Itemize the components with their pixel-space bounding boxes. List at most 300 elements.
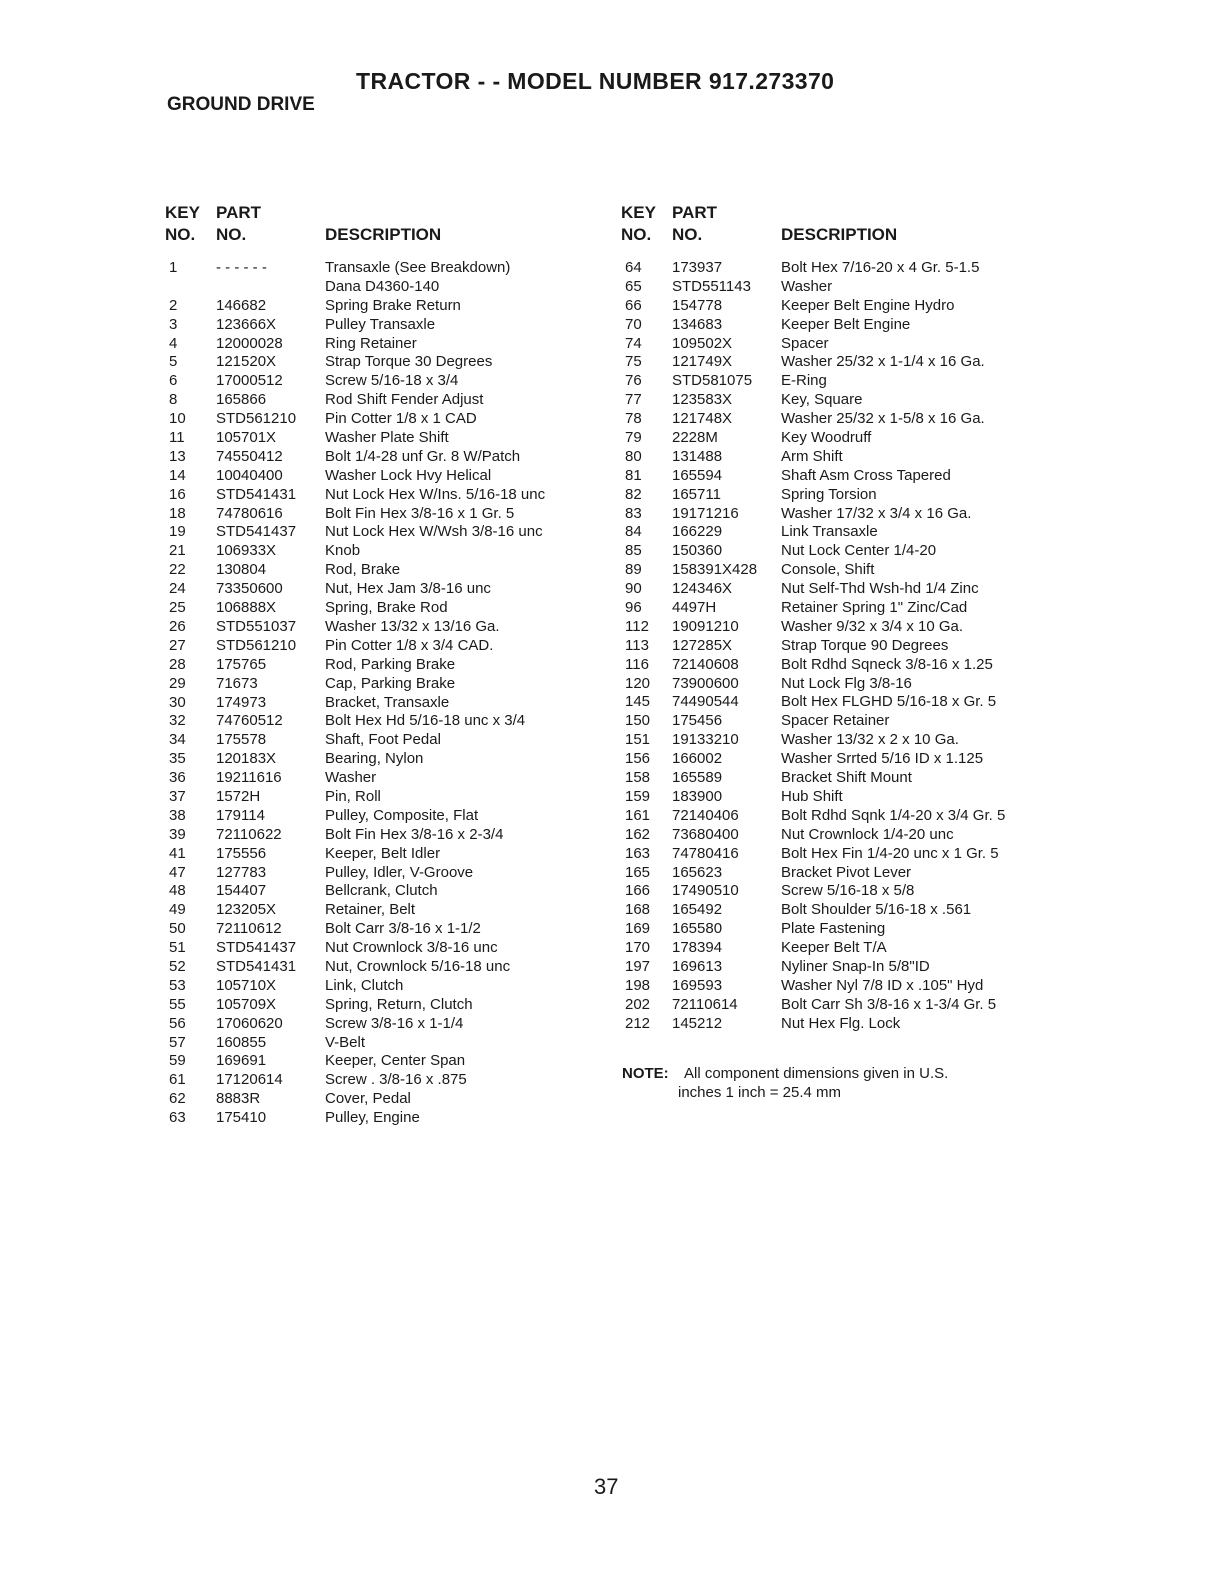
key-number: 61 — [169, 1071, 186, 1089]
part-description — [781, 807, 1005, 826]
key-number: 38 — [169, 806, 186, 824]
part-number: 121748X — [672, 410, 733, 428]
part-no-header: PART — [216, 203, 262, 222]
table-row — [165, 523, 605, 542]
table-row — [621, 656, 1061, 675]
table-row — [165, 939, 605, 958]
part-description — [781, 353, 985, 372]
table-row — [621, 278, 1061, 297]
part-description — [781, 505, 971, 524]
key-number: 112 — [625, 617, 649, 635]
part-number: 175578 — [216, 731, 267, 749]
part-description — [781, 939, 887, 958]
part-description — [325, 316, 435, 335]
part-description — [325, 977, 403, 996]
part-number: 8883R — [216, 1090, 261, 1108]
table-row — [165, 637, 605, 656]
part-description — [325, 486, 545, 505]
part-description-line: Bracket, Transaxle — [325, 693, 450, 711]
part-description-line: Bracket Pivot Lever — [781, 863, 912, 881]
table-row — [621, 410, 1061, 429]
key-number: 16 — [169, 485, 186, 503]
table-row — [621, 769, 1061, 788]
part-number: 127783 — [216, 863, 267, 881]
key-number: 5 — [169, 353, 178, 371]
part-number: 154778 — [672, 296, 723, 314]
part-description — [781, 882, 914, 901]
table-row — [165, 882, 605, 901]
part-description-line: Bolt Fin Hex 3/8-16 x 2-3/4 — [325, 825, 504, 843]
part-description-line: Screw . 3/8-16 x .875 — [325, 1071, 467, 1089]
part-description-line: Key, Square — [781, 391, 863, 409]
part-number: 105701X — [216, 429, 277, 447]
key-number: 62 — [169, 1090, 186, 1108]
part-description-line: Nyliner Snap-In 5/8"ID — [781, 957, 930, 975]
key-number: 202 — [625, 995, 651, 1013]
part-description-line: Keeper, Center Span — [325, 1052, 466, 1070]
table-row — [165, 505, 605, 524]
table-row — [165, 826, 605, 845]
table-row — [165, 561, 605, 580]
description-header: DESCRIPTION — [781, 225, 898, 244]
part-number: 175556 — [216, 844, 267, 862]
part-description-line: Washer 25/32 x 1-5/8 x 16 Ga. — [781, 410, 985, 428]
part-description — [325, 1015, 463, 1034]
key-number: 47 — [169, 863, 186, 881]
key-number: 169 — [625, 920, 651, 938]
part-number: 169691 — [216, 1052, 267, 1070]
key-no-header: KEY — [621, 203, 656, 222]
part-number: 106933X — [216, 542, 277, 560]
part-description — [781, 864, 911, 883]
table-row — [621, 561, 1061, 580]
table-row — [621, 788, 1061, 807]
part-description — [781, 561, 874, 580]
part-description — [325, 864, 473, 883]
key-number: 37 — [169, 787, 186, 805]
key-number: 21 — [169, 542, 186, 560]
part-number: 72140608 — [672, 655, 739, 673]
key-number: 27 — [169, 636, 186, 654]
part-description — [781, 335, 829, 354]
table-row — [621, 391, 1061, 410]
part-description-line: Pin Cotter 1/8 x 1 CAD — [325, 410, 477, 428]
key-no-header-line2: NO. — [165, 225, 196, 244]
part-description — [781, 618, 963, 637]
key-number: 63 — [169, 1109, 186, 1127]
part-description — [325, 523, 543, 542]
part-description-line: Spring, Return, Clutch — [325, 995, 473, 1013]
key-number: 49 — [169, 901, 186, 919]
part-description-line: Link Transaxle — [781, 523, 878, 541]
table-row — [621, 864, 1061, 883]
key-number: 8 — [169, 391, 178, 409]
key-number: 166 — [625, 882, 651, 900]
key-number: 11 — [169, 429, 185, 447]
part-description — [325, 1090, 411, 1109]
part-description — [325, 467, 491, 486]
table-row — [621, 939, 1061, 958]
part-description — [325, 1034, 365, 1053]
table-row — [165, 996, 605, 1015]
table-row — [165, 353, 605, 372]
part-description-line: Key Woodruff — [781, 429, 872, 447]
key-number: 90 — [625, 580, 642, 598]
table-row — [621, 675, 1061, 694]
table-row — [621, 1015, 1061, 1034]
part-number: 158391X428 — [672, 561, 758, 579]
part-number: 174973 — [216, 693, 267, 711]
part-description — [325, 694, 449, 713]
part-description-line: Pulley, Engine — [325, 1109, 420, 1127]
table-row — [621, 505, 1061, 524]
part-description-line: Cap, Parking Brake — [325, 674, 456, 692]
part-description-line: Washer Nyl 7/8 ID x .105" Hyd — [781, 976, 984, 994]
part-number: 73900600 — [672, 674, 739, 692]
table-row — [621, 901, 1061, 920]
part-number: 17000512 — [216, 372, 283, 390]
part-description-line: Nut, Hex Jam 3/8-16 unc — [325, 580, 491, 598]
part-description — [325, 769, 376, 788]
part-description-line: Rod, Brake — [325, 561, 401, 579]
table-row — [165, 769, 605, 788]
part-description-line: Pulley, Idler, V-Groove — [325, 863, 474, 881]
key-number: 64 — [625, 259, 642, 276]
part-no-header-line2: NO. — [216, 225, 247, 244]
part-description — [781, 712, 889, 731]
part-description — [325, 505, 514, 524]
part-number: 73350600 — [216, 580, 283, 598]
part-number: 175410 — [216, 1109, 267, 1127]
parts-rows-left — [165, 259, 605, 1128]
table-row — [165, 316, 605, 335]
key-number: 24 — [169, 580, 186, 598]
part-number: 19133210 — [672, 731, 739, 749]
table-row — [165, 807, 605, 826]
part-number: 74780416 — [672, 844, 739, 862]
part-description-line: Rod, Parking Brake — [325, 655, 456, 673]
table-row — [165, 542, 605, 561]
table-row — [621, 750, 1061, 769]
part-description-line: Ring Retainer — [325, 334, 417, 352]
part-description — [325, 882, 438, 901]
parts-list-right — [621, 203, 1061, 1034]
part-description — [781, 580, 979, 599]
key-number: 77 — [625, 391, 642, 409]
key-number: 156 — [625, 750, 651, 768]
part-description-line: Bearing, Nylon — [325, 750, 424, 768]
table-row — [621, 372, 1061, 391]
part-description-line: Washer Plate Shift — [325, 429, 449, 447]
table-row — [165, 675, 605, 694]
part-description — [781, 656, 993, 675]
part-description — [325, 637, 493, 656]
table-row — [621, 580, 1061, 599]
table-row — [165, 1015, 605, 1034]
table-row — [621, 637, 1061, 656]
key-number: 56 — [169, 1014, 186, 1032]
part-description — [325, 1109, 420, 1128]
key-number: 30 — [169, 693, 186, 711]
table-row — [165, 750, 605, 769]
key-number: 57 — [169, 1033, 186, 1051]
part-description-line: Hub Shift — [781, 787, 843, 805]
part-description — [781, 486, 877, 505]
part-description — [325, 958, 510, 977]
table-row — [621, 448, 1061, 467]
part-description-line: Nut Lock Center 1/4-20 — [781, 542, 937, 560]
part-description-line: Spring Torsion — [781, 485, 877, 503]
part-number: 165711 — [672, 485, 721, 503]
part-description-line: Washer — [781, 277, 833, 295]
part-description — [781, 542, 936, 561]
part-description — [325, 580, 491, 599]
part-description-line-2: Dana D4360-140 — [325, 277, 440, 295]
table-row — [165, 391, 605, 410]
part-description-line: Nut Self-Thd Wsh-hd 1/4 Zinc — [781, 580, 979, 598]
key-number: 163 — [625, 844, 651, 862]
part-description-line: Shaft, Foot Pedal — [325, 731, 441, 749]
part-description-line: Bolt Shoulder 5/16-18 x .561 — [781, 901, 972, 919]
table-row — [165, 486, 605, 505]
key-number: 18 — [169, 504, 186, 522]
note-line-2: inches 1 inch = 25.4 mm — [678, 1084, 842, 1101]
part-description-line: Strap Torque 90 Degrees — [781, 636, 949, 654]
key-number: 28 — [169, 655, 186, 673]
part-description — [781, 467, 951, 486]
part-number: STD541437 — [216, 523, 297, 541]
key-number: 65 — [625, 277, 642, 295]
table-row — [621, 542, 1061, 561]
part-number: 150360 — [672, 542, 723, 560]
part-description-line: Washer 13/32 x 13/16 Ga. — [325, 617, 500, 635]
part-number: 72110612 — [216, 920, 282, 938]
key-number: 79 — [625, 429, 642, 447]
part-description-line: Bolt Carr 3/8-16 x 1-1/2 — [325, 920, 481, 938]
part-number: 165594 — [672, 466, 723, 484]
key-number: 34 — [169, 731, 186, 749]
part-number: 127285X — [672, 636, 733, 654]
part-description — [325, 391, 483, 410]
key-number: 70 — [625, 315, 642, 333]
table-row — [165, 335, 605, 354]
table-row — [165, 694, 605, 713]
part-description — [325, 429, 449, 448]
part-number: 106888X — [216, 599, 277, 617]
part-description-line: Rod Shift Fender Adjust — [325, 391, 484, 409]
part-description-line: Spacer Retainer — [781, 712, 890, 730]
page-title: TRACTOR - - MODEL NUMBER 917.273370 — [356, 68, 835, 94]
key-number: 162 — [625, 825, 651, 843]
part-description — [781, 259, 979, 278]
table-row — [621, 259, 1061, 278]
part-description-line: Nut Crownlock 1/4-20 unc — [781, 825, 954, 843]
key-number: 32 — [169, 712, 186, 730]
key-number: 75 — [625, 353, 642, 371]
table-row — [621, 297, 1061, 316]
part-description-line: Bracket Shift Mount — [781, 769, 912, 787]
part-description — [325, 807, 478, 826]
part-description — [781, 372, 827, 391]
table-row — [165, 467, 605, 486]
table-row — [165, 429, 605, 448]
part-description-line: Washer 25/32 x 1-1/4 x 16 Ga. — [781, 353, 985, 371]
key-number: 6 — [169, 372, 178, 390]
part-description — [781, 901, 971, 920]
key-number: 14 — [169, 466, 186, 484]
key-number: 59 — [169, 1052, 186, 1070]
part-number: 154407 — [216, 882, 267, 900]
part-description-line: Nut Lock Flg 3/8-16 — [781, 674, 912, 692]
part-description-line: E-Ring — [781, 372, 827, 390]
key-number: 80 — [625, 447, 642, 465]
part-description — [781, 637, 948, 656]
key-no-header: KEY — [165, 203, 200, 222]
part-description-line: Cover, Pedal — [325, 1090, 411, 1108]
part-description-line: Washer 9/32 x 3/4 x 10 Ga. — [781, 617, 964, 635]
key-number: 50 — [169, 920, 186, 938]
part-number: - - - - - - — [216, 259, 267, 276]
part-description-line: Washer Lock Hvy Helical — [325, 466, 492, 484]
key-number: 197 — [625, 957, 651, 975]
part-description — [781, 750, 983, 769]
table-row — [621, 826, 1061, 845]
part-description — [781, 316, 910, 335]
part-description — [781, 826, 954, 845]
table-row — [621, 316, 1061, 335]
part-description — [325, 335, 417, 354]
part-description-line: Nut, Crownlock 5/16-18 unc — [325, 957, 511, 975]
table-row — [165, 297, 605, 316]
table-row — [165, 372, 605, 391]
key-number: 10 — [169, 410, 186, 428]
key-number: 150 — [625, 712, 651, 730]
part-description-line: Plate Fastening — [781, 920, 886, 938]
key-number: 53 — [169, 976, 186, 994]
part-description-line: Nut Crownlock 3/8-16 unc — [325, 939, 498, 957]
key-number: 116 — [625, 655, 649, 673]
part-description-line: Washer 13/32 x 2 x 10 Ga. — [781, 731, 959, 749]
key-number: 212 — [625, 1014, 651, 1032]
part-number: STD541431 — [216, 485, 297, 503]
key-number: 89 — [625, 561, 642, 579]
part-description-line: Bolt Hex FLGHD 5/16-18 x Gr. 5 — [781, 693, 997, 711]
table-row — [621, 618, 1061, 637]
column-headers — [621, 203, 1061, 259]
table-row — [621, 335, 1061, 354]
part-number: STD561210 — [216, 636, 297, 654]
part-number: 145212 — [672, 1014, 723, 1032]
key-number: 84 — [625, 523, 642, 541]
table-row — [165, 1034, 605, 1053]
table-row — [165, 1109, 605, 1128]
note-line-1: All component dimensions given in U.S. — [684, 1065, 949, 1082]
part-number: 169593 — [672, 976, 723, 994]
part-number: 123205X — [216, 901, 277, 919]
part-description — [325, 1052, 465, 1071]
part-description-line: Shaft Asm Cross Tapered — [781, 466, 951, 484]
part-description-line: Screw 3/8-16 x 1-1/4 — [325, 1014, 464, 1032]
part-description — [325, 618, 500, 637]
part-number: 109502X — [672, 334, 733, 352]
part-description — [781, 845, 999, 864]
part-description — [325, 1071, 467, 1090]
part-no-header: PART — [672, 203, 718, 222]
table-row — [165, 259, 605, 297]
key-number: 145 — [625, 693, 651, 711]
part-number: 166002 — [672, 750, 723, 768]
key-number: 39 — [169, 825, 186, 843]
part-description-line: Pin Cotter 1/8 x 3/4 CAD. — [325, 636, 494, 654]
part-number: 175765 — [216, 655, 267, 673]
table-row — [165, 901, 605, 920]
part-description-line: Retainer Spring 1" Zinc/Cad — [781, 599, 968, 617]
key-number: 4 — [169, 334, 178, 352]
part-description-line: Retainer, Belt — [325, 901, 416, 919]
part-description — [781, 429, 871, 448]
key-number: 22 — [169, 561, 186, 579]
part-number: 10040400 — [216, 466, 283, 484]
key-number: 3 — [169, 315, 178, 333]
part-description — [325, 353, 492, 372]
table-row — [621, 882, 1061, 901]
key-number: 2 — [169, 296, 178, 314]
part-number: STD561210 — [216, 410, 297, 428]
part-description-line: Pulley Transaxle — [325, 315, 436, 333]
part-number: 160855 — [216, 1033, 267, 1051]
part-description — [325, 845, 440, 864]
part-number: 165580 — [672, 920, 723, 938]
part-description-line: Screw 5/16-18 x 3/4 — [325, 372, 459, 390]
key-number: 82 — [625, 485, 642, 503]
part-description — [781, 391, 862, 410]
table-row — [621, 920, 1061, 939]
table-row — [165, 1052, 605, 1071]
part-number: 12000028 — [216, 334, 283, 352]
part-description — [325, 410, 477, 429]
part-description — [781, 958, 930, 977]
part-description — [325, 731, 441, 750]
part-description — [781, 731, 959, 750]
part-number: 165866 — [216, 391, 267, 409]
part-description-line: Bolt Hex 7/16-20 x 4 Gr. 5-1.5 — [781, 259, 980, 276]
part-description — [781, 920, 885, 939]
part-number: 165623 — [672, 863, 723, 881]
table-row — [165, 845, 605, 864]
part-number: 173937 — [672, 259, 723, 276]
part-description — [781, 448, 843, 467]
part-number: 105710X — [216, 976, 277, 994]
key-number: 113 — [625, 636, 649, 654]
part-description — [781, 297, 954, 316]
table-row — [165, 864, 605, 883]
table-row — [165, 618, 605, 637]
part-description — [325, 561, 400, 580]
table-row — [165, 712, 605, 731]
part-number: 179114 — [216, 806, 265, 824]
key-number: 78 — [625, 410, 642, 428]
part-description — [781, 675, 912, 694]
description-header: DESCRIPTION — [325, 225, 442, 244]
part-description-line: Washer Srrted 5/16 ID x 1.125 — [781, 750, 984, 768]
part-number: 72110622 — [216, 825, 282, 843]
part-number: 74550412 — [216, 447, 283, 465]
key-number: 159 — [625, 787, 651, 805]
key-number: 158 — [625, 769, 651, 787]
part-number: 165492 — [672, 901, 723, 919]
part-description-line: Bolt Rdhd Sqneck 3/8-16 x 1.25 — [781, 655, 993, 673]
part-description-line: Keeper Belt T/A — [781, 939, 887, 957]
